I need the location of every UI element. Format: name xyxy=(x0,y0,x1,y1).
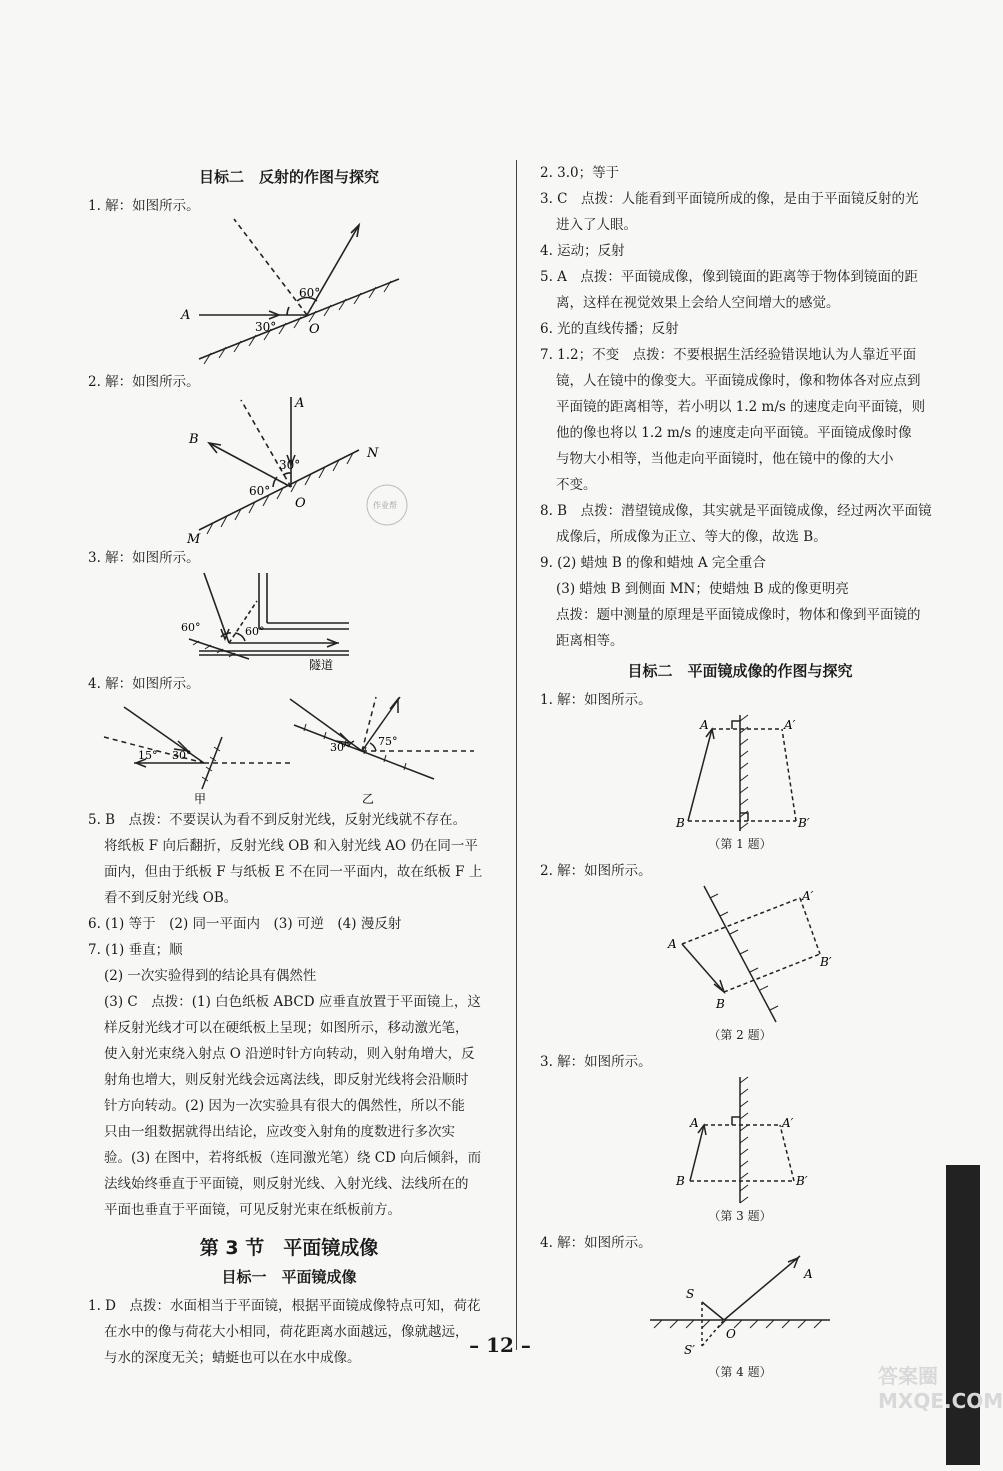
figure-tunnel xyxy=(159,571,419,671)
q5-line: 面内，但由于纸板 F 与纸板 E 不在同一平面内，故在纸板 F 上 xyxy=(104,864,483,880)
caption-1: （第 1 题） xyxy=(708,837,772,851)
right-q9-cont: 点拨：题中测量的原理是平面镜成像时，物体和像到平面镜的 xyxy=(556,607,921,623)
right-f1: 1. 解：如图所示。 xyxy=(540,692,652,708)
q7-line: 针方向转动。(2) 因为一次实验具有很大的偶然性，所以不能 xyxy=(104,1098,465,1114)
q7-line: 法线始终垂直于平面镜，则反射光线、入射光线、法线所在的 xyxy=(104,1176,469,1192)
q1b-line: 1. D 点拨：水面相当于平面镜，根据平面镜成像特点可知，荷花 xyxy=(88,1298,481,1314)
right-q7-cont: 不变。 xyxy=(556,477,597,493)
q7-line: 验。(3) 在图中，若将纸板（连同激光笔）绕 CD 向后倾斜，而 xyxy=(104,1150,482,1166)
label-A-m2: A xyxy=(668,937,677,951)
caption-4: （第 4 题） xyxy=(708,1365,772,1379)
right-q7-cont: 他的像也将以 1.2 m/s 的速度走向平面镜。平面镜成像时像 xyxy=(556,425,912,441)
label-A2: A xyxy=(295,396,305,411)
label-15: 15° xyxy=(138,749,158,762)
right-f2: 2. 解：如图所示。 xyxy=(540,863,652,879)
column-divider xyxy=(516,160,517,1350)
left-q3: 3. 解：如图所示。 xyxy=(88,550,200,566)
page-edge-shadow xyxy=(946,1165,980,1465)
label-N: N xyxy=(367,446,379,461)
label-60: 60° xyxy=(299,286,321,300)
section-title: 第 3 节 平面镜成像 xyxy=(199,1237,379,1259)
q7-line: 样反射光线才可以在硬纸板上呈现；如图所示，移动激光笔， xyxy=(104,1020,469,1036)
q5-line: 5. B 点拨：不要误认为看不到反射光线，反射光线就不存在。 xyxy=(88,812,467,828)
figure-mirror-3 xyxy=(650,1075,830,1205)
label-A2-m3: A′ xyxy=(782,1116,794,1130)
q7-line: 只由一组数据就得出结论，应改变入射角的度数进行多次实 xyxy=(104,1124,455,1140)
label-S2: S′ xyxy=(684,1343,695,1357)
label-O2: O xyxy=(295,496,306,511)
label-A2-m2: A′ xyxy=(802,889,814,903)
label-B: B xyxy=(189,432,199,447)
figure-jia-yi xyxy=(94,697,484,807)
figure-mirror-1 xyxy=(650,713,830,833)
right-q5: 5. A 点拨：平面镜成像，像到镜面的距离等于物体到镜面的距 xyxy=(540,269,918,285)
label-A-m4: A xyxy=(804,1267,813,1281)
right-q8: 8. B 点拨：潜望镜成像，其实就是平面镜成像，经过两次平面镜 xyxy=(540,503,932,519)
right-q3-cont: 进入了人眼。 xyxy=(556,217,637,233)
right-f4: 4. 解：如图所示。 xyxy=(540,1235,652,1251)
right-q2: 2. 3.0；等于 xyxy=(540,165,620,181)
q7-line: 平面也垂直于平面镜，可见反射光束在纸板前方。 xyxy=(104,1202,401,1218)
label-30c: 30° xyxy=(172,749,192,762)
label-B2-m2: B′ xyxy=(820,955,832,969)
q5-line: 将纸板 F 向后翻折，反射光线 OB 和入射光线 AO 仍在同一平 xyxy=(104,838,478,854)
q1b-line: 在水中的像与荷花大小相同，荷花距离水面越远，像就越远， xyxy=(104,1324,469,1340)
right-q8-cont: 成像后，所成像为正立、等大的像，故选 B。 xyxy=(556,529,827,545)
label-O-m4: O xyxy=(726,1327,736,1341)
label-75: 75° xyxy=(378,735,398,748)
label-B-m3: B xyxy=(676,1174,685,1188)
right-q9-cont: (3) 蜡烛 B 到侧面 MN；使蜡烛 B 成的像更明亮 xyxy=(556,581,849,597)
left-q1: 1. 解：如图所示。 xyxy=(88,198,200,214)
label-A2-m1: A′ xyxy=(784,718,796,732)
right-f3: 3. 解：如图所示。 xyxy=(540,1054,652,1070)
q7-line: 7. (1) 垂直；顺 xyxy=(88,942,183,958)
q1b-line: 与水的深度无关；蜻蜓也可以在水中成像。 xyxy=(104,1350,361,1366)
label-60r: 60° xyxy=(245,625,265,638)
label-A-m3: A xyxy=(690,1116,699,1130)
label-30b: 30° xyxy=(279,458,301,472)
left-q5 xyxy=(88,807,490,911)
left-column xyxy=(88,160,490,1371)
label-60b: 60° xyxy=(249,484,271,498)
right-q3: 3. C 点拨：人能看到平面镜所成的像，是由于平面镜反射的光 xyxy=(540,191,919,207)
left-q4: 4. 解：如图所示。 xyxy=(88,676,200,692)
label-tunnel: 隧道 xyxy=(309,658,334,672)
label-jia: 甲 xyxy=(194,792,207,806)
label-30: 30° xyxy=(255,320,277,334)
heading-reflect: 目标二 反射的作图与探究 xyxy=(198,168,379,186)
label-B2-m3: B′ xyxy=(796,1174,808,1188)
right-q9: 9. (2) 蜡烛 B 的像和蜡烛 A 完全重合 xyxy=(540,555,766,571)
heading-goal1: 目标一 平面镜成像 xyxy=(221,1268,357,1286)
right-column xyxy=(540,160,940,1386)
q7-line: 使入射光束绕入射点 O 沿逆时针方向转动，则入射角增大，反 xyxy=(104,1046,475,1062)
heading-goal2: 目标二 平面镜成像的作图与探究 xyxy=(627,662,853,680)
stamp-text: 作业帮 xyxy=(373,501,397,510)
right-q7-cont: 平面镜的距离相等，若小明以 1.2 m/s 的速度走向平面镜，则 xyxy=(556,399,926,415)
figure-reflection-2 xyxy=(159,395,419,545)
right-q7-cont: 镜，人在镜中的像变大。平面镜成像时，像和物体各对应点到 xyxy=(556,373,921,389)
right-q7: 7. 1.2；不变 点拨：不要根据生活经验错误地认为人靠近平面 xyxy=(540,347,917,363)
label-A: A xyxy=(181,308,191,323)
watermark: 答案圈 MXQE.COM xyxy=(878,1364,1003,1413)
left-q6: 6. (1) 等于 (2) 同一平面内 (3) 可逆 (4) 漫反射 xyxy=(88,916,402,932)
q7-line: (2) 一次实验得到的结论具有偶然性 xyxy=(104,968,317,984)
right-q5-cont: 离，这样在视觉效果上会给人空间增大的感觉。 xyxy=(556,295,840,311)
label-B-m1: B xyxy=(676,816,685,830)
left-q1b xyxy=(88,1293,490,1371)
label-yi: 乙 xyxy=(362,792,375,806)
label-B2-m1: B′ xyxy=(798,816,810,830)
caption-3: （第 3 题） xyxy=(708,1209,772,1223)
label-30d: 30° xyxy=(330,741,350,754)
right-q6: 6. 光的直线传播；反射 xyxy=(540,321,679,337)
label-S: S xyxy=(686,1287,695,1301)
figure-reflection-1 xyxy=(159,219,419,369)
label-M: M xyxy=(187,532,201,547)
q7-line: 射角也增大，则反射光线会远离法线，即反射光线将会沿顺时 xyxy=(104,1072,469,1088)
label-O: O xyxy=(309,322,320,337)
left-q2: 2. 解：如图所示。 xyxy=(88,374,200,390)
label-A-m1: A xyxy=(700,718,709,732)
left-q7 xyxy=(88,937,490,1223)
q7-line: (3) C 点拨：(1) 白色纸板 ABCD 应垂直放置于平面镜上，这 xyxy=(104,994,481,1010)
figure-mirror-2 xyxy=(650,884,830,1024)
page-number: – 12 – xyxy=(469,1333,531,1357)
q5-line: 看不到反射光线 OB。 xyxy=(104,890,238,906)
label-B-m2: B xyxy=(716,997,725,1011)
right-q7-cont: 与物大小相等，当他走向平面镜时，他在镜中的像的大小 xyxy=(556,451,894,467)
right-q9-cont: 距离相等。 xyxy=(556,633,624,649)
label-60l: 60° xyxy=(181,621,201,634)
caption-2: （第 2 题） xyxy=(708,1028,772,1042)
right-q4: 4. 运动；反射 xyxy=(540,243,625,259)
